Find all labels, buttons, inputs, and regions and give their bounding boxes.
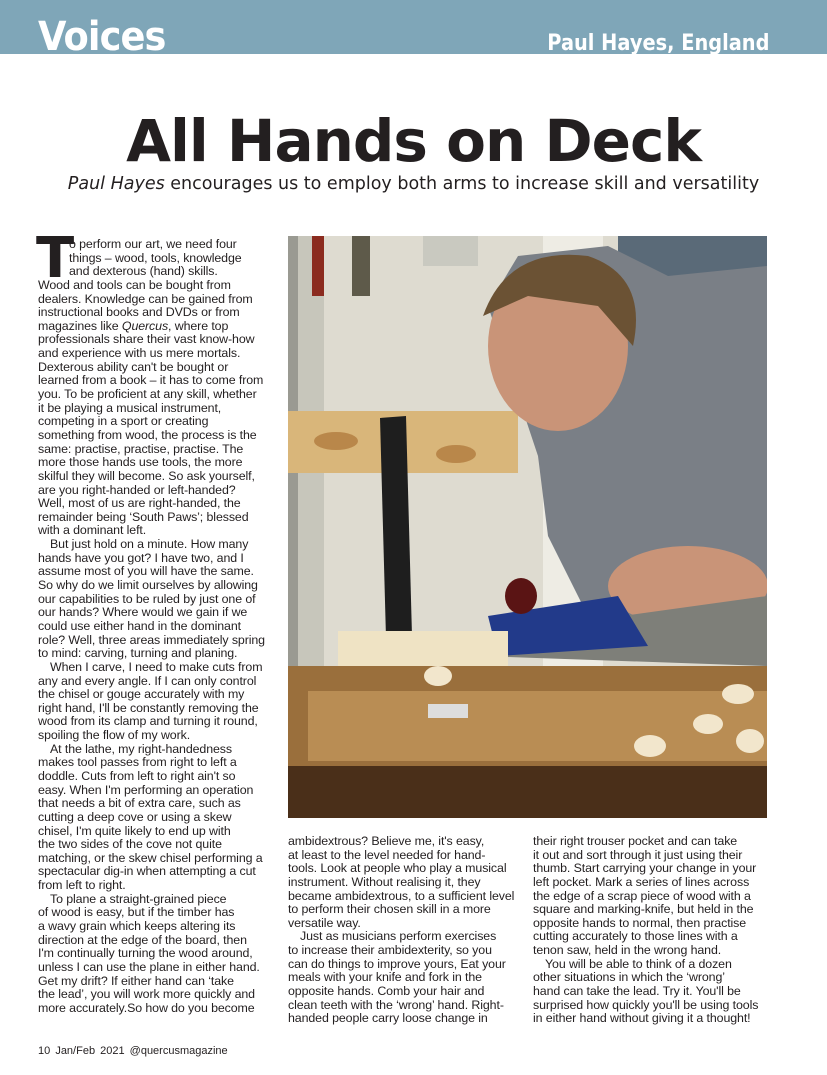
body-text-line: I'm continually turning the wood around, bbox=[38, 946, 253, 961]
body-text-line: to increase their ambidexterity, so you bbox=[288, 943, 492, 958]
body-text-line: the two sides of the cove not quite bbox=[38, 837, 222, 852]
body-text-line: thumb. Start carrying your change in your bbox=[533, 861, 757, 876]
body-text-line: dealers. Knowledge can be gained from bbox=[38, 291, 253, 306]
body-text-line: from left to right. bbox=[38, 878, 126, 893]
body-text-line: it out and sort through it just using their bbox=[533, 847, 743, 862]
body-text-line: more accurately.So how do you become bbox=[38, 1000, 255, 1015]
standfirst bbox=[0, 172, 827, 196]
body-text-line: at least to the level needed for hand- bbox=[288, 847, 486, 862]
page-footer bbox=[38, 1044, 228, 1058]
body-text-line: that needs a bit of extra care, such as bbox=[38, 796, 241, 811]
body-text-line: the chisel or gouge accurately with my bbox=[38, 687, 245, 702]
body-text-line: Well, most of us are right-handed, the bbox=[38, 496, 241, 511]
page-number: 10 bbox=[38, 1045, 51, 1057]
body-text-line: cutting accurately to those lines with a bbox=[533, 929, 738, 944]
body-column-2 bbox=[288, 835, 528, 1026]
body-text-line: So why do we limit ourselves by allowing bbox=[38, 578, 258, 593]
body-text-line: unless I can use the plane in either hand. bbox=[38, 959, 260, 974]
standfirst-text: encourages us to employ both arms to increase skill and versatility bbox=[164, 174, 760, 194]
body-text-line: professionals share their vast know-how bbox=[38, 332, 255, 347]
body-text-line: square and marking-knife, but held in the bbox=[533, 902, 754, 917]
body-text-line: surprised how quickly you'll be using tools bbox=[533, 997, 759, 1012]
body-text-line: our capabilities to be ruled by just one of bbox=[38, 591, 256, 606]
body-text-line: hands have you got? I have two, and I bbox=[38, 550, 244, 565]
body-text-line: the lead’, you will work more quickly and bbox=[38, 987, 255, 1002]
body-text-line: the edge of a scrap piece of wood with a bbox=[533, 888, 751, 903]
body-text-line: to perform their chosen skill in a more bbox=[288, 902, 491, 917]
body-column-1 bbox=[38, 238, 278, 1016]
body-column-3 bbox=[533, 835, 773, 1026]
section-title: Voices bbox=[38, 14, 166, 60]
body-text-line: handed people carry loose change in bbox=[288, 1011, 488, 1026]
body-text-line: to mind: carving, turning and planing. bbox=[38, 646, 238, 661]
article-title: All Hands on Deck bbox=[126, 107, 701, 175]
body-text-line: spectacular dig-in when attempting a cut bbox=[38, 864, 256, 879]
drop-cap: T bbox=[36, 226, 75, 291]
body-text-line: a wavy grain which keeps altering its bbox=[38, 919, 236, 934]
body-text-line: But just hold on a minute. How many bbox=[50, 537, 249, 552]
body-text-line: o perform our art, we need four bbox=[69, 237, 237, 251]
body-text-line: wood from its clamp and turning it round, bbox=[38, 714, 258, 729]
text-segment: , where top bbox=[168, 318, 229, 333]
body-text-line bbox=[38, 320, 278, 334]
body-text-line: any and every angle. If I can only control bbox=[38, 673, 257, 688]
body-text-line: easy. When I'm performing an operation bbox=[38, 782, 254, 797]
body-text-line: something from wood, the process is the bbox=[38, 427, 257, 442]
magazine-name: Quercus bbox=[121, 318, 169, 333]
body-text-line: and dexterous (hand) skills. bbox=[69, 264, 218, 279]
body-text-line: are you right-handed or left-handed? bbox=[38, 482, 236, 497]
body-text-line: our hands? Where would we gain if we bbox=[38, 605, 248, 620]
body-text-line: remainder being ‘South Paws’; blessed bbox=[38, 509, 249, 524]
body-text-line: Dexterous ability can't be bought or bbox=[38, 359, 229, 374]
body-text-line: You will be able to think of a dozen bbox=[545, 956, 732, 971]
body-text-line: same: practise, practise, practise. The bbox=[38, 441, 244, 456]
body-text-line: can do things to improve yours, Eat your bbox=[288, 956, 506, 971]
body-text-line: other situations in which the ‘wrong’ bbox=[533, 970, 725, 985]
body-text-line: direction at the edge of the board, then bbox=[38, 932, 247, 947]
body-text-line: their right trouser pocket and can take bbox=[533, 834, 738, 848]
body-text-line: it be playing a musical instrument, bbox=[38, 400, 222, 415]
body-text-line: Just as musicians perform exercises bbox=[300, 929, 497, 944]
article-photo bbox=[288, 236, 767, 818]
issue-date: Jan/Feb 2021 bbox=[55, 1045, 125, 1057]
body-text-line: ambidextrous? Believe me, it's easy, bbox=[288, 834, 485, 848]
body-text-line: cutting a deep cove or using a skew bbox=[38, 809, 232, 824]
body-text-line: could use either hand in the dominant bbox=[38, 618, 241, 633]
body-text-line: hand can take the lead. Try it. You'll be bbox=[533, 984, 741, 999]
body-text-line: chisel, I'm quite likely to end up with bbox=[38, 823, 231, 838]
body-text-line: competing in a sport or creating bbox=[38, 414, 209, 429]
body-text-line: you. To be proficient at any skill, whether bbox=[38, 387, 257, 402]
body-text-line: with a dominant left. bbox=[38, 523, 147, 538]
body-text-line: Get my drift? If either hand can ‘take bbox=[38, 973, 234, 988]
body-text-line: meals with your knife and fork in the bbox=[288, 970, 482, 985]
body-text-line: opposite hands. Comb your hair and bbox=[288, 984, 485, 999]
body-text-line: instrument. Without realising it, they bbox=[288, 874, 481, 889]
photo-woodworker-planing bbox=[288, 236, 767, 818]
social-handle: @quercusmagazine bbox=[129, 1045, 228, 1057]
body-text-line: assume most of you will have the same. bbox=[38, 564, 254, 579]
body-text-line: things – wood, tools, knowledge bbox=[69, 250, 242, 265]
body-text-line: spoiling the flow of my work. bbox=[38, 728, 191, 743]
body-text-line: skilful they will become. So ask yourself, bbox=[38, 468, 255, 483]
body-text-line: doddle. Cuts from left to right ain't so bbox=[38, 768, 236, 783]
body-text-line: and experience with us mere mortals. bbox=[38, 346, 241, 361]
body-text-line: left pocket. Mark a series of lines across bbox=[533, 874, 750, 889]
body-text-line: At the lathe, my right-handedness bbox=[50, 741, 232, 756]
body-text-line: right hand, I'll be constantly removing the bbox=[38, 700, 259, 715]
body-text-line: opposite hands to normal, then practise bbox=[533, 915, 747, 930]
text-segment: magazines like bbox=[38, 318, 122, 333]
body-text-line: of wood is easy, but if the timber has bbox=[38, 905, 235, 920]
body-text-line: To plane a straight-grained piece bbox=[50, 891, 227, 906]
body-text-line: makes tool passes from right to left a bbox=[38, 755, 237, 770]
body-text-line: role? Well, three areas immediately spring bbox=[38, 632, 265, 647]
body-text-line: learned from a book – it has to come from bbox=[38, 373, 264, 388]
author-location: Paul Hayes, England bbox=[546, 31, 769, 56]
body-text-line: tools. Look at people who play a musical bbox=[288, 861, 507, 876]
body-text-line: in either hand without giving it a thought! bbox=[533, 1011, 751, 1026]
body-text-line: versatile way. bbox=[288, 915, 361, 930]
body-text-line: more those hands use tools, the more bbox=[38, 455, 243, 470]
standfirst-author: Paul Hayes bbox=[67, 174, 165, 194]
body-text-line: When I carve, I need to make cuts from bbox=[50, 659, 263, 674]
body-text-line: clean teeth with the ‘wrong’ hand. Right- bbox=[288, 997, 504, 1012]
body-text-line: instructional books and DVDs or from bbox=[38, 305, 240, 320]
body-text-line: tenon saw, held in the wrong hand. bbox=[533, 943, 722, 958]
body-text-line: became ambidextrous, to a sufficient level bbox=[288, 888, 515, 903]
body-text-line: matching, or the skew chisel performing a bbox=[38, 850, 263, 865]
body-text-line: Wood and tools can be bought from bbox=[38, 277, 231, 292]
